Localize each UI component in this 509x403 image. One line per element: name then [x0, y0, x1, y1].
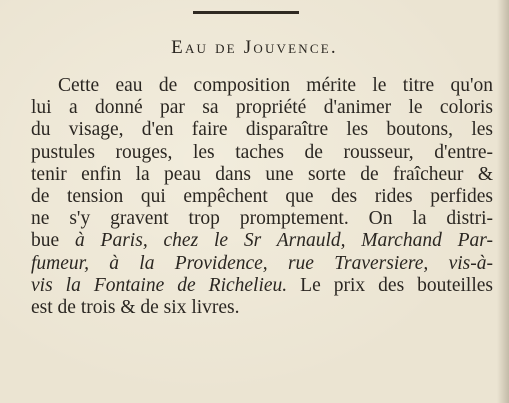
text-line	[31, 186, 493, 208]
text-run: tenir enfin la peau dans une sorte de fraîcheur &	[31, 163, 493, 185]
paragraph	[31, 75, 493, 319]
page-title: Eau de Jouvence.	[171, 37, 338, 58]
text-line	[31, 275, 493, 297]
text-run: est de trois & de six livres.	[31, 296, 240, 318]
text-line	[31, 253, 493, 275]
page-gutter-shadow	[497, 0, 509, 403]
header-rule	[193, 11, 299, 14]
text-run: de tension qui empêchent que des rides perfides	[31, 185, 493, 207]
text-run: lui a donné par sa propriété d'animer le coloris	[31, 97, 493, 119]
text-run: pustules rouges, les taches de rousseur, d'entre-	[31, 141, 493, 163]
text-line	[31, 230, 493, 252]
text-run: Cette eau de composition mérite le titre qu'on	[58, 75, 493, 96]
text-line	[31, 119, 493, 141]
italic-text-run: fumeur, à la Providence, rue Traversiere, vis-à-	[31, 252, 493, 274]
text-run: bue	[31, 230, 75, 252]
text-line	[31, 75, 493, 97]
text-line	[31, 208, 493, 230]
text-line	[31, 97, 493, 119]
text-line	[31, 142, 493, 164]
text-run: ne s'y gravent trop promptement. On la distri-	[31, 208, 493, 230]
text-line	[31, 297, 493, 319]
text-run: du visage, d'en faire disparaître les boutons, les	[31, 119, 493, 141]
text-run: Le prix des bouteilles	[287, 274, 493, 296]
text-line	[31, 164, 493, 186]
italic-text-run: à Paris, chez le Sr Arnauld, Marchand Par-	[74, 230, 494, 252]
italic-text-run: vis la Fontaine de Richelieu.	[31, 274, 288, 296]
